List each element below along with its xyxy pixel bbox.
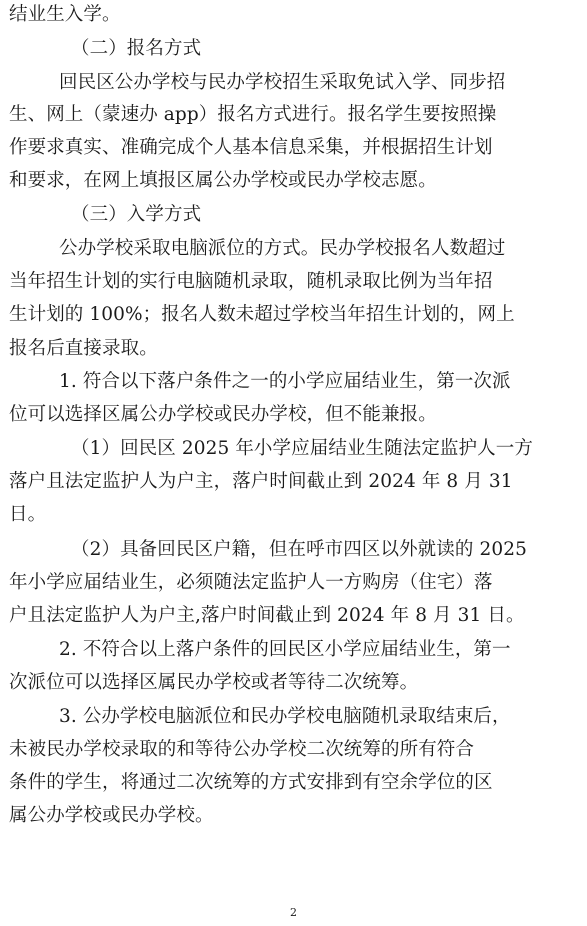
text-line: 日。 xyxy=(9,504,47,525)
text-line: 生计划的 100%；报名人数未超过学校当年招生计划的，网上 xyxy=(9,304,515,325)
text-line: 当年招生计划的实行电脑随机录取，随机录取比例为当年招 xyxy=(9,271,493,292)
text-line: 和要求，在网上填报区属公办学校或民办学校志愿。 xyxy=(9,170,437,191)
text-line: 作要求真实、准确完成个人基本信息采集，并根据招生计划 xyxy=(9,137,493,158)
text-line: （1）回民区 2025 年小学应届结业生随法定监护人一方 xyxy=(71,438,533,459)
text-line: 生、网上（蒙速办 app）报名方式进行。报名学生要按照操 xyxy=(9,104,497,125)
text-line: 结业生入学。 xyxy=(9,4,121,25)
text-line: 2. 不符合以上落户条件的回民区小学应届结业生，第一 xyxy=(59,639,511,660)
text-line: 1. 符合以下落户条件之一的小学应届结业生，第一次派 xyxy=(59,371,511,392)
section-heading-enrollment: （三）入学方式 xyxy=(71,204,202,225)
page-number: 2 xyxy=(290,906,297,919)
text-line: 报名后直接录取。 xyxy=(9,338,158,359)
text-line: 落户且法定监护人为户主，落户时间截止到 2024 年 8 月 31 xyxy=(9,471,513,492)
text-line: 回民区公办学校与民办学校招生采取免试入学、同步招 xyxy=(59,72,506,93)
text-line: 未被民办学校录取的和等待公办学校二次统筹的所有符合 xyxy=(9,739,475,760)
text-line: 户且法定监护人为户主,落户时间截止到 2024 年 8 月 31 日。 xyxy=(9,605,525,626)
text-line: 属公办学校或民办学校。 xyxy=(9,805,214,826)
text-line: 年小学应届结业生，必须随法定监护人一方购房（住宅）落 xyxy=(9,572,493,593)
text-line: 次派位可以选择区属民办学校或者等待二次统筹。 xyxy=(9,672,419,693)
section-heading-registration: （二）报名方式 xyxy=(71,38,202,59)
text-line: 条件的学生，将通过二次统筹的方式安排到有空余学位的区 xyxy=(9,772,493,793)
text-line: （2）具备回民区户籍，但在呼市四区以外就读的 2025 xyxy=(71,539,527,560)
text-line: 位可以选择区属公办学校或民办学校，但不能兼报。 xyxy=(9,404,437,425)
text-line: 3. 公办学校电脑派位和民办学校电脑随机录取结束后， xyxy=(59,706,511,727)
text-line: 公办学校采取电脑派位的方式。民办学校报名人数超过 xyxy=(59,238,506,259)
